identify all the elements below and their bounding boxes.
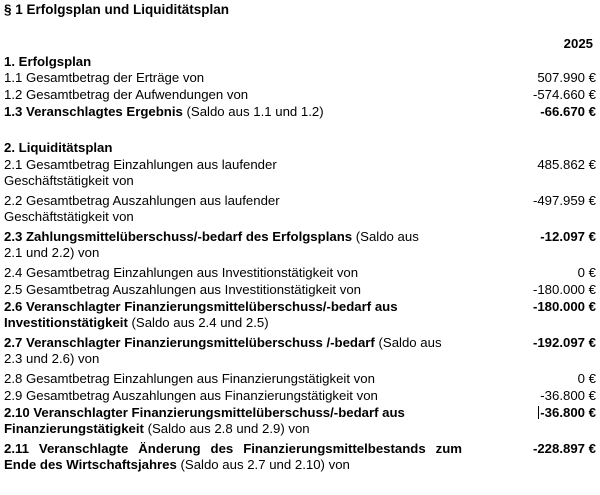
row-value: 507.990 €	[537, 70, 596, 85]
row-value: -180.000 €	[532, 282, 596, 297]
row-label: 2.9 Gesamtbetrag Auszahlungen aus Finanzierungstätigkeit von	[4, 388, 378, 403]
row-label: 1.1 Gesamtbetrag der Erträge von	[4, 70, 205, 85]
row-value: -497.959 €	[532, 193, 596, 208]
row-label-rest: (Saldo aus 1.1 und 1.2)	[182, 104, 324, 119]
row-2-6	[4, 299, 596, 331]
row-label-rest: (Saldo aus 2.1 und 2.2) von	[4, 229, 419, 260]
section-heading-erfolgsplan	[4, 54, 596, 70]
row-label: 2.4 Gesamtbetrag Einzahlungen aus Investitionstätigkeit von	[4, 265, 359, 280]
row-label	[4, 104, 474, 120]
row-value: -228.897 €	[532, 441, 596, 456]
row-label	[4, 229, 429, 261]
row-label-bold: 2.3 Zahlungsmittelüberschuss/-bedarf des Erfolgsplans	[4, 229, 353, 244]
row-2-11	[4, 441, 596, 473]
row-value-text: -36.800 €	[540, 405, 596, 420]
row-value: -12.097 €	[540, 229, 596, 244]
row-value: -192.097 €	[532, 335, 596, 350]
row-2-2	[4, 193, 596, 225]
row-label: 2.5 Gesamtbetrag Auszahlungen aus Investitionstätigkeit von	[4, 282, 362, 297]
row-label-bold: 2.7 Veranschlagter Finanzierungsmittelüberschuss /-bedarf	[4, 335, 375, 350]
year-column-header: 2025	[563, 36, 593, 51]
row-2-5	[4, 282, 596, 298]
row-value: -180.000 €	[532, 299, 596, 314]
row-value: 0 €	[577, 371, 596, 386]
row-2-10	[4, 405, 596, 437]
row-label-bold: 2.6 Veranschlagter Finanzierungsmittelüberschuss/-bedarf aus Investitionstätigkeit	[4, 299, 398, 330]
row-value: -574.660 €	[532, 87, 596, 102]
row-value	[538, 405, 596, 421]
row-2-1	[4, 157, 596, 189]
row-label-rest: (Saldo aus 2.3 und 2.6) von	[4, 335, 442, 366]
row-label	[4, 405, 469, 437]
row-2-9	[4, 388, 596, 404]
row-1-1	[4, 70, 596, 86]
row-2-3	[4, 229, 596, 261]
row-value: -36.800 €	[540, 388, 596, 403]
section-heading-label: 1. Erfolgsplan	[4, 54, 92, 69]
row-value: 0 €	[577, 265, 596, 280]
section-heading-liquiditaetsplan	[4, 140, 596, 156]
row-label-rest: (Saldo aus 2.7 und 2.10) von	[176, 457, 350, 472]
row-label	[4, 299, 474, 331]
row-label: 2.2 Gesamtbetrag Auszahlungen aus laufender Geschäftstätigkeit von	[4, 193, 280, 224]
row-label: 2.8 Gesamtbetrag Einzahlungen aus Finanzierungstätigkeit von	[4, 371, 375, 386]
row-label-rest: (Saldo aus 2.8 und 2.9) von	[143, 421, 310, 436]
row-2-7	[4, 335, 596, 367]
row-label-bold: 2.10 Veranschlagter Finanzierungsmittelüberschuss/-bedarf aus Finanzierungstätigkeit	[4, 405, 405, 436]
row-label-rest: (Saldo aus 2.4 und 2.5)	[127, 315, 269, 330]
row-label	[4, 335, 444, 367]
row-1-3	[4, 104, 596, 120]
row-label: 1.2 Gesamtbetrag der Aufwendungen von	[4, 87, 249, 102]
row-label-bold: 1.3 Veranschlagtes Ergebnis	[4, 104, 183, 119]
row-value: 485.862 €	[537, 157, 596, 172]
page-title: § 1 Erfolgsplan und Liquiditätsplan	[4, 2, 230, 17]
row-label: 2.1 Gesamtbetrag Einzahlungen aus laufender Geschäftstätigkeit von	[4, 157, 277, 188]
row-2-8	[4, 371, 596, 387]
row-value: -66.670 €	[540, 104, 596, 119]
row-label	[4, 441, 462, 473]
row-label-bold: 2.11 Veranschlagte Änderung des Finanzierungsmittelbestands zum Ende des Wirtschaftsjahres	[4, 441, 462, 472]
section-heading-label: 2. Liquiditätsplan	[4, 140, 113, 155]
row-2-4	[4, 265, 596, 281]
row-1-2	[4, 87, 596, 103]
